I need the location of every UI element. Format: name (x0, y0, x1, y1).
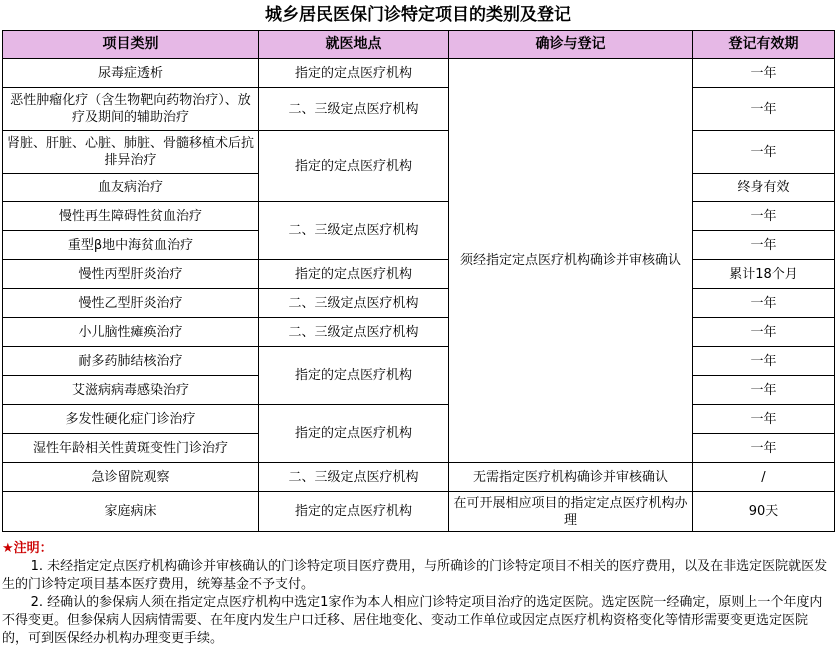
place-cell: 二、三级定点医疗机构 (259, 202, 449, 260)
category-cell: 艾滋病病毒感染治疗 (3, 376, 259, 405)
category-cell: 重型β地中海贫血治疗 (3, 231, 259, 260)
category-cell: 多发性硬化症门诊治疗 (3, 405, 259, 434)
valid-cell: 一年 (693, 318, 835, 347)
category-cell: 肾脏、肝脏、心脏、肺脏、骨髓移植术后抗排异治疗 (3, 131, 259, 174)
confirm-cell: 在可开展相应项目的指定定点医疗机构办理 (449, 492, 693, 532)
valid-cell: 一年 (693, 231, 835, 260)
place-cell: 指定的定点医疗机构 (259, 59, 449, 88)
place-cell: 二、三级定点医疗机构 (259, 463, 449, 492)
project-table (2, 30, 835, 532)
header-row (3, 31, 835, 59)
place-cell: 二、三级定点医疗机构 (259, 289, 449, 318)
table-row (3, 405, 835, 434)
note-paragraph-1: 1. 未经指定定点医疗机构确诊并审核确认的门诊特定项目医疗费用，与所确诊的门诊特定项目不相关的医疗费用，以及在非选定医院就医发生的门诊特定项目基本医疗费用，统筹基金不予支付。 (2, 559, 828, 592)
valid-cell: 一年 (693, 405, 835, 434)
category-cell: 尿毒症透析 (3, 59, 259, 88)
place-cell: 指定的定点医疗机构 (259, 347, 449, 405)
header-valid: 登记有效期 (693, 31, 835, 59)
note-paragraph-2: 2. 经确认的参保病人须在指定定点医疗机构中选定1家作为本人相应门诊特定项目治疗的选定医院。选定医院一经确定，原则上一个年度内不得变更。但参保病人因病情需要、在年度内发生户口迁移、居住地变化、变动工作单位或因定点医疗机构资格变化等情形需要变更选定医院的，可到医保经办机构办理变更手续。 (2, 595, 823, 646)
valid-cell: 一年 (693, 88, 835, 131)
table-row (3, 202, 835, 231)
table-row (3, 289, 835, 318)
category-cell: 耐多药肺结核治疗 (3, 347, 259, 376)
valid-cell: 一年 (693, 376, 835, 405)
valid-cell: 一年 (693, 202, 835, 231)
category-cell: 慢性再生障碍性贫血治疗 (3, 202, 259, 231)
table-row (3, 131, 835, 174)
place-cell: 二、三级定点医疗机构 (259, 318, 449, 347)
category-cell: 急诊留院观察 (3, 463, 259, 492)
page-title: 城乡居民医保门诊特定项目的类别及登记 (265, 5, 571, 25)
category-cell: 慢性乙型肝炎治疗 (3, 289, 259, 318)
category-cell: 恶性肿瘤化疗（含生物靶向药物治疗）、放疗及期间的辅助治疗 (3, 88, 259, 131)
notes-heading: ★注明： (2, 541, 53, 556)
valid-cell: 终身有效 (693, 174, 835, 202)
place-cell: 指定的定点医疗机构 (259, 260, 449, 289)
valid-cell: 一年 (693, 347, 835, 376)
table-row (3, 260, 835, 289)
valid-cell: 一年 (693, 434, 835, 463)
valid-cell: / (693, 463, 835, 492)
valid-cell: 一年 (693, 131, 835, 174)
confirm-cell: 无需指定医疗机构确诊并审核确认 (449, 463, 693, 492)
category-cell: 湿性年龄相关性黄斑变性门诊治疗 (3, 434, 259, 463)
place-cell: 二、三级定点医疗机构 (259, 88, 449, 131)
header-place: 就医地点 (259, 31, 449, 59)
confirm-cell: 须经指定定点医疗机构确诊并审核确认 (449, 59, 693, 463)
table-row (3, 347, 835, 376)
category-cell: 慢性丙型肝炎治疗 (3, 260, 259, 289)
table-row (3, 463, 835, 492)
category-cell: 血友病治疗 (3, 174, 259, 202)
valid-cell: 一年 (693, 59, 835, 88)
valid-cell: 累计18个月 (693, 260, 835, 289)
header-category: 项目类别 (3, 31, 259, 59)
place-cell: 指定的定点医疗机构 (259, 405, 449, 463)
valid-cell: 一年 (693, 289, 835, 318)
table-row (3, 318, 835, 347)
valid-cell: 90天 (693, 492, 835, 532)
notes-section (2, 540, 832, 648)
table-row (3, 88, 835, 131)
header-confirm: 确诊与登记 (449, 31, 693, 59)
category-cell: 小儿脑性瘫痪治疗 (3, 318, 259, 347)
category-cell: 家庭病床 (3, 492, 259, 532)
place-cell: 指定的定点医疗机构 (259, 492, 449, 532)
table-row (3, 59, 835, 88)
table-row (3, 492, 835, 532)
place-cell: 指定的定点医疗机构 (259, 131, 449, 202)
